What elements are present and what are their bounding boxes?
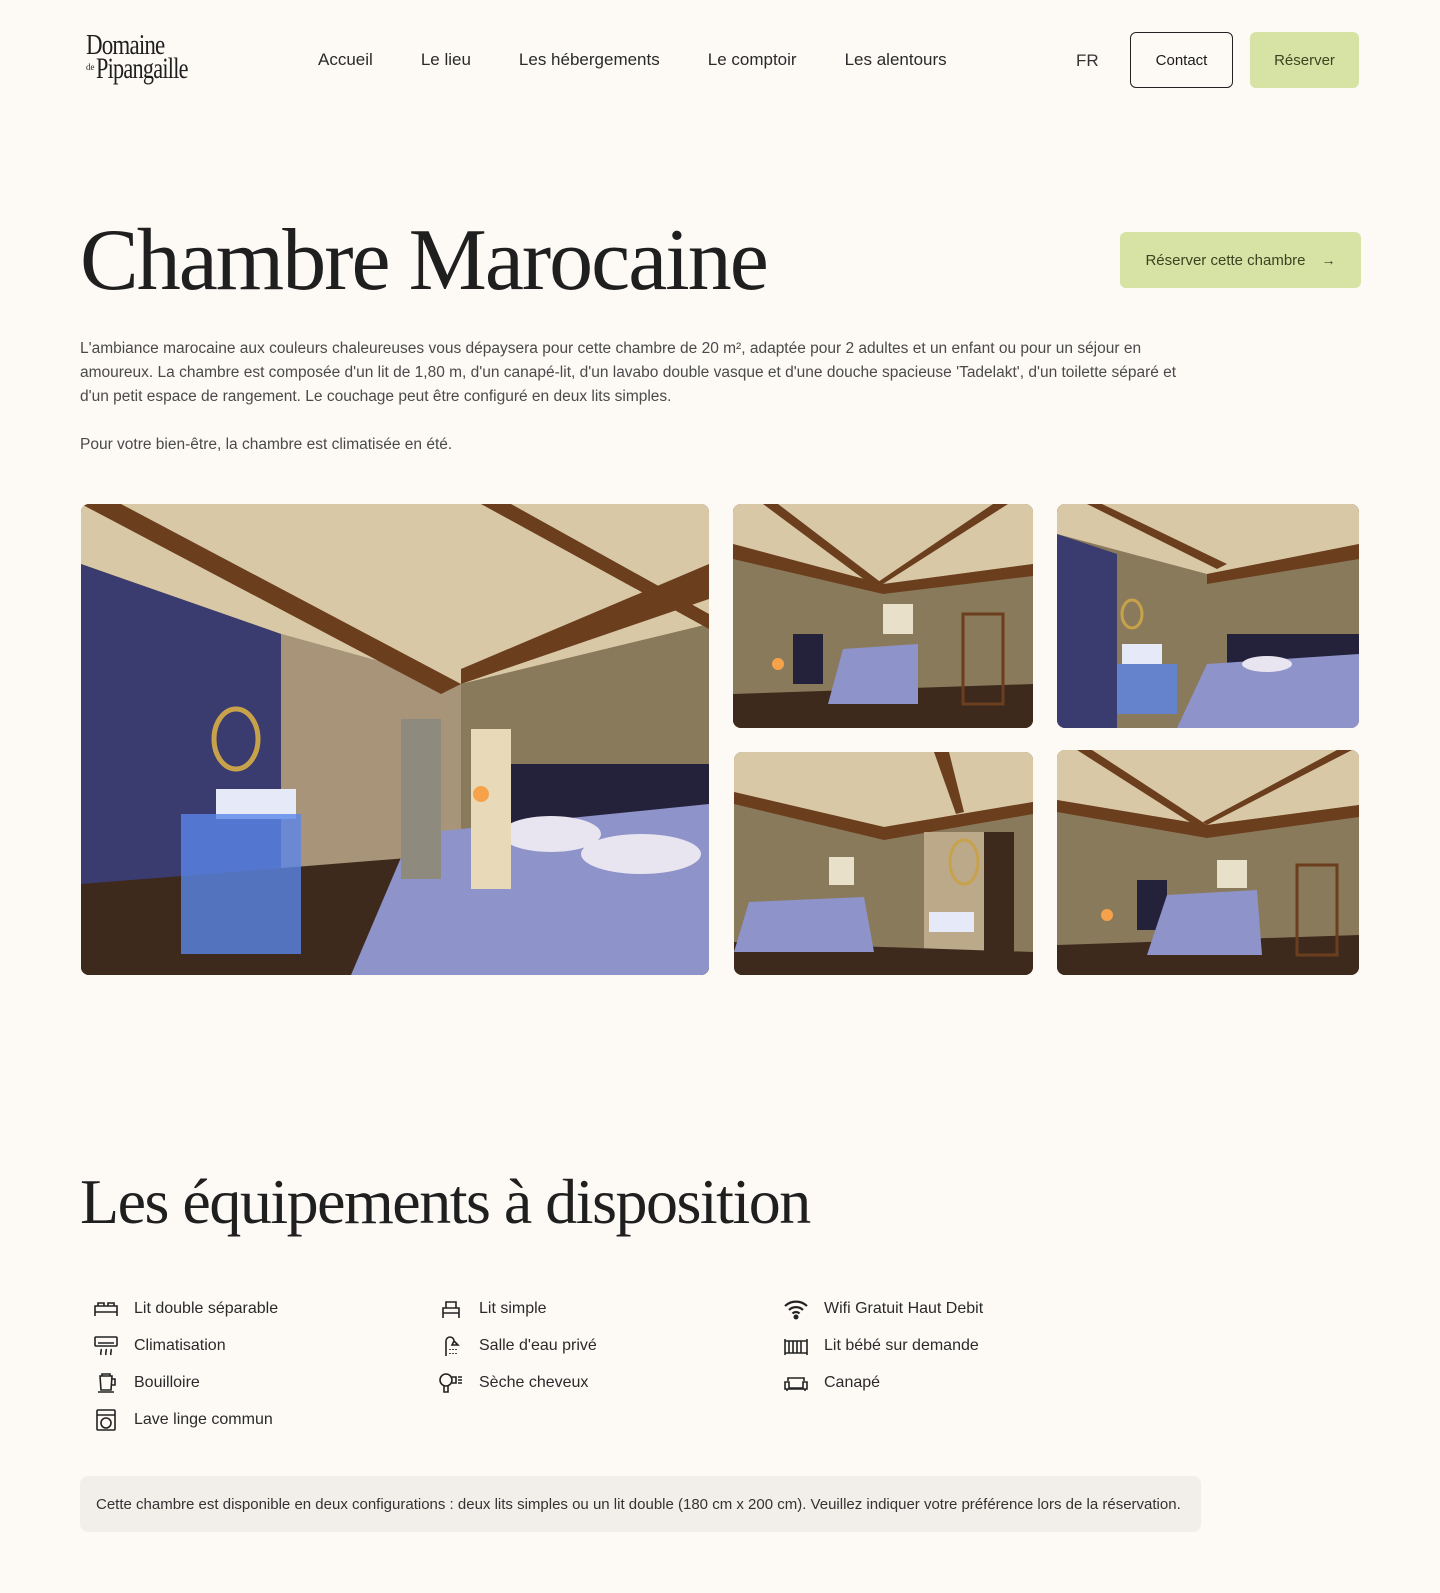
shower-icon [437, 1334, 465, 1358]
equipment-item [437, 1364, 597, 1401]
description-paragraph: Pour votre bien-être, la chambre est climatisée en été. [80, 436, 453, 453]
equipment-item [92, 1364, 278, 1401]
logo-de: de [86, 62, 95, 72]
equipment-column [437, 1290, 597, 1401]
gallery-photo[interactable] [733, 504, 1033, 728]
contact-button[interactable]: Contact [1130, 32, 1233, 88]
equipment-item [782, 1327, 983, 1364]
hair-dryer-icon [437, 1371, 465, 1395]
main-nav [318, 50, 995, 70]
nav-alentours[interactable]: Les alentours [844, 50, 947, 69]
equipment-label: Lit simple [479, 1299, 547, 1317]
equipment-item [92, 1290, 278, 1327]
language-switcher[interactable]: FR [1076, 51, 1099, 70]
site-header [0, 0, 1440, 120]
page-title: Chambre Marocaine [80, 212, 767, 309]
equipment-label: Wifi Gratuit Haut Debit [824, 1299, 984, 1317]
equipment-label: Sèche cheveux [479, 1373, 589, 1391]
bedroom-photo [1057, 750, 1359, 975]
bedroom-photo [81, 504, 709, 975]
gallery-photo[interactable] [734, 752, 1033, 975]
equipment-label: Canapé [824, 1373, 881, 1391]
equipment-item [782, 1364, 983, 1401]
bedroom-photo [1057, 504, 1359, 728]
logo-line-1: Domaine [86, 30, 165, 61]
double-bed-icon [92, 1297, 120, 1321]
air-conditioning-icon [92, 1334, 120, 1358]
gallery-photo[interactable] [1057, 504, 1359, 728]
reserve-button[interactable]: Réserver [1250, 32, 1359, 88]
book-room-button[interactable] [1120, 232, 1361, 288]
single-bed-icon [437, 1297, 465, 1321]
site-logo[interactable] [86, 28, 196, 88]
room-description [80, 337, 1200, 457]
configuration-note: Cette chambre est disponible en deux configurations : deux lits simples ou un lit double (180 cm x 200 cm). Veuillez indiquer votre préférence lors de la réservation. [80, 1476, 1201, 1532]
equipment-item [92, 1401, 278, 1438]
description-paragraph: L'ambiance marocaine aux couleurs chaleureuses vous dépaysera pour cette chambre de 20 m², adaptée pour 2 adultes et un enfant ou pour un séjour en amoureux. La chambre est composée d'un lit de 1,80 m, d'un canapé-lit, d'un lavabo double vasque et d'une douche spacieuse 'Tadelakt', d'un toilette séparé et d'un petit espace de rangement. Le couchage peut être configuré en deux lits simples. [80, 340, 1177, 405]
equipment-item [437, 1327, 597, 1364]
equipment-column [782, 1290, 983, 1401]
equipment-label: Salle d'eau privé [479, 1336, 597, 1354]
equipment-label: Bouilloire [134, 1373, 200, 1391]
equipment-item [437, 1290, 597, 1327]
book-room-label: Réserver cette chambre [1145, 251, 1306, 269]
crib-icon [782, 1334, 810, 1358]
bedroom-photo [733, 504, 1033, 728]
sofa-icon [782, 1371, 810, 1395]
equipment-item [782, 1290, 983, 1327]
equipment-label: Lit double séparable [134, 1299, 279, 1317]
equipment-label: Lave linge commun [134, 1410, 273, 1428]
kettle-icon [92, 1371, 120, 1395]
wifi-icon [782, 1297, 810, 1321]
nav-comptoir[interactable]: Le comptoir [707, 50, 797, 69]
equipment-label: Lit bébé sur demande [824, 1336, 979, 1354]
nav-accueil[interactable]: Accueil [318, 50, 373, 69]
nav-le-lieu[interactable]: Le lieu [420, 50, 471, 69]
gallery-photo[interactable] [1057, 750, 1359, 975]
nav-hebergements[interactable]: Les hébergements [518, 50, 660, 69]
logo-line-2: Pipangaille [96, 52, 188, 85]
bedroom-photo [734, 752, 1033, 975]
equipment-column [92, 1290, 278, 1438]
gallery-photo-main[interactable] [81, 504, 709, 975]
equipment-item [92, 1327, 278, 1364]
washing-machine-icon [92, 1408, 120, 1432]
arrow-right-icon: → [1321, 252, 1336, 268]
equipment-label: Climatisation [134, 1336, 226, 1354]
equipment-title: Les équipements à disposition [80, 1166, 810, 1237]
